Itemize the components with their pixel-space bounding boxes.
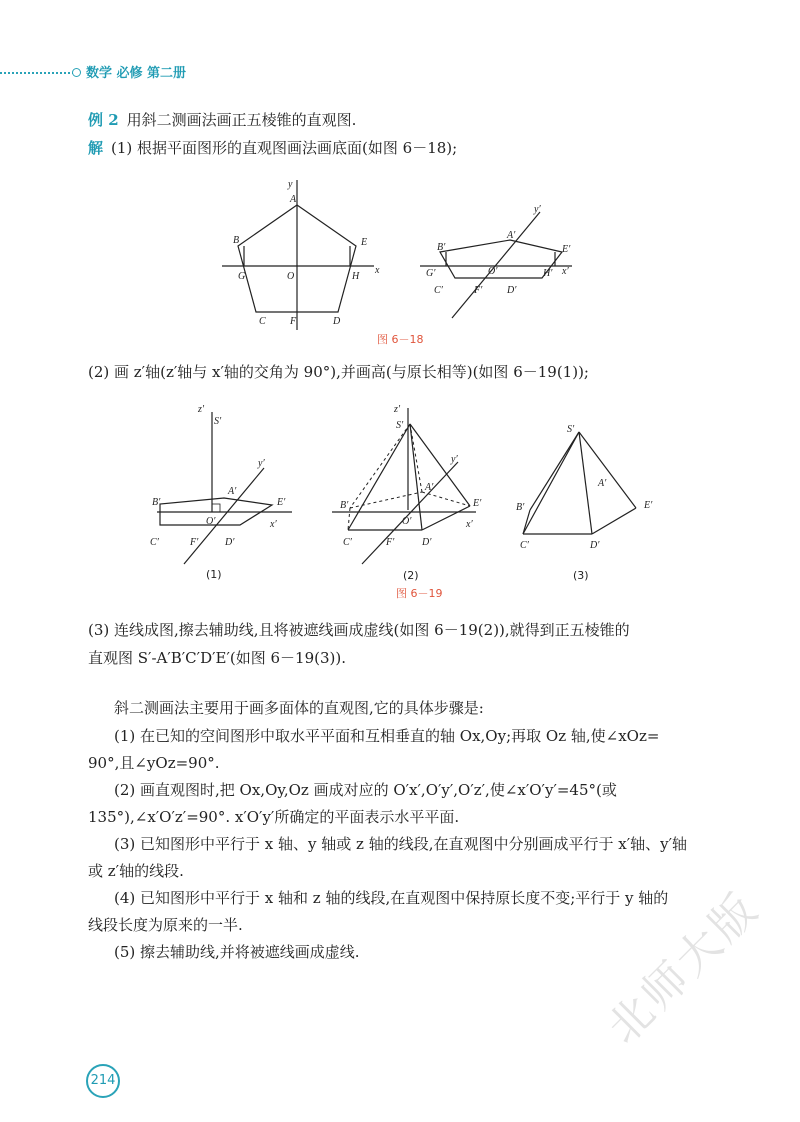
summary-step2-line1: (2) 画直观图时,把 Ox,Oy,Oz 画成对应的 O′x′,O′y′,O′z′,使∠x′O′y′=45°(或 [114, 781, 617, 799]
solution-step3-line2: 直观图 S′-A′B′C′D′E′(如图 6－19(3)). [88, 649, 346, 667]
svg-text:y′: y′ [451, 454, 458, 465]
svg-text:z′: z′ [198, 404, 205, 415]
watermark: 北师大版 [597, 882, 770, 1054]
label-f-prime: F′ [474, 285, 483, 296]
figure-6-18-caption: 图 6－18 [377, 333, 424, 346]
page-number: 214 [86, 1064, 120, 1098]
svg-text:S′: S′ [396, 420, 404, 431]
fig19-panel-3 [523, 432, 636, 534]
summary-step4-line2: 线段长度为原来的一半. [88, 916, 243, 934]
label-o: O [287, 271, 295, 282]
summary-step1-line1: (1) 在已知的空间图形中取水平平面和互相垂直的轴 Ox,Oy;再取 Oz 轴,使∠xOz= [114, 727, 660, 745]
example-label: 例 2 [88, 111, 119, 129]
label-b: B [233, 235, 240, 246]
label-c-prime: C′ [434, 285, 443, 296]
solution-label: 解 [88, 139, 104, 157]
summary-step5: (5) 擦去辅助线,并将被遮线画成虚线. [114, 943, 360, 961]
label-b-prime: B′ [437, 242, 446, 253]
svg-text:B′: B′ [340, 500, 349, 511]
svg-text:F′: F′ [190, 537, 199, 548]
label-o-prime: O′ [488, 266, 498, 277]
label-y-prime: y′ [534, 204, 541, 215]
summary-step3-line2: 或 z′轴的线段. [88, 862, 184, 880]
summary-step4-line1: (4) 已知图形中平行于 x 轴和 z 轴的线段,在直观图中保持原长度不变;平行于 y 轴的 [114, 889, 669, 907]
fig19-sub-caption-2: (2) [403, 569, 419, 582]
label-a: A [290, 194, 297, 205]
figure-6-19-caption: 图 6－19 [396, 587, 443, 600]
summary-step2-line2: 135°),∠x′O′z′=90°. x′O′y′所确定的平面表示水平平面. [88, 808, 460, 826]
solution-step2: (2) 画 z′轴(z′轴与 x′轴的交角为 90°),并画高(与原长相等)(如图 6－19(1)); [88, 363, 589, 381]
svg-text:y′: y′ [258, 458, 265, 469]
svg-text:D′: D′ [590, 540, 600, 551]
svg-text:C′: C′ [150, 537, 159, 548]
svg-text:S′: S′ [214, 416, 222, 427]
label-h: H [352, 271, 360, 282]
example-title: 用斜二测画法画正五棱锥的直观图. [126, 111, 357, 129]
label-x: x [375, 265, 380, 276]
fig19-panel-3-labels [516, 424, 653, 551]
label-d-prime: D′ [507, 285, 517, 296]
label-y: y [288, 179, 293, 190]
label-a-prime: A′ [507, 230, 516, 241]
svg-text:O′: O′ [206, 516, 216, 527]
label-h-prime: H′ [543, 268, 553, 279]
svg-text:O′: O′ [402, 516, 412, 527]
svg-text:A′: A′ [598, 478, 607, 489]
svg-text:D′: D′ [225, 537, 235, 548]
svg-text:E′: E′ [473, 498, 482, 509]
svg-text:B′: B′ [152, 497, 161, 508]
svg-text:x′: x′ [270, 519, 277, 530]
fig19-sub-caption-3: (3) [573, 569, 589, 582]
fig19-sub-caption-1: (1) [206, 568, 222, 581]
summary-step3-line1: (3) 已知图形中平行于 x 轴、y 轴或 z 轴的线段,在直观图中分别画成平行于 x′轴、y′轴 [114, 835, 687, 853]
label-d: D [333, 316, 341, 327]
fig19-panel-1-labels [150, 404, 286, 548]
svg-text:E′: E′ [277, 497, 286, 508]
svg-text:C′: C′ [343, 537, 352, 548]
svg-text:x′: x′ [466, 519, 473, 530]
summary-step1-line2: 90°,且∠yOz=90°. [88, 754, 220, 772]
label-g: G [238, 271, 246, 282]
label-f: F [290, 316, 297, 327]
svg-text:E′: E′ [644, 500, 653, 511]
fig19-panel-2 [332, 408, 476, 564]
label-e-prime: E′ [562, 244, 571, 255]
running-header: 数学 必修 第二册 [86, 66, 187, 81]
svg-text:A′: A′ [228, 486, 237, 497]
svg-text:S′: S′ [567, 424, 575, 435]
label-e: E [361, 237, 368, 248]
label-x-prime: x′ [562, 266, 569, 277]
svg-text:B′: B′ [516, 502, 525, 513]
svg-text:z′: z′ [394, 404, 401, 415]
svg-text:C′: C′ [520, 540, 529, 551]
solution-step1: (1) 根据平面图形的直观图画法画底面(如图 6－18); [111, 139, 458, 157]
svg-text:F′: F′ [386, 537, 395, 548]
summary-intro: 斜二测画法主要用于画多面体的直观图,它的具体步骤是: [114, 699, 484, 717]
solution-step3-line1: (3) 连线成图,擦去辅助线,且将被遮线画成虚线(如图 6－19(2)),就得到正五棱锥的 [88, 621, 630, 639]
label-c: C [259, 316, 266, 327]
label-g-prime: G′ [426, 268, 436, 279]
svg-text:D′: D′ [422, 537, 432, 548]
svg-text:A′: A′ [425, 482, 434, 493]
